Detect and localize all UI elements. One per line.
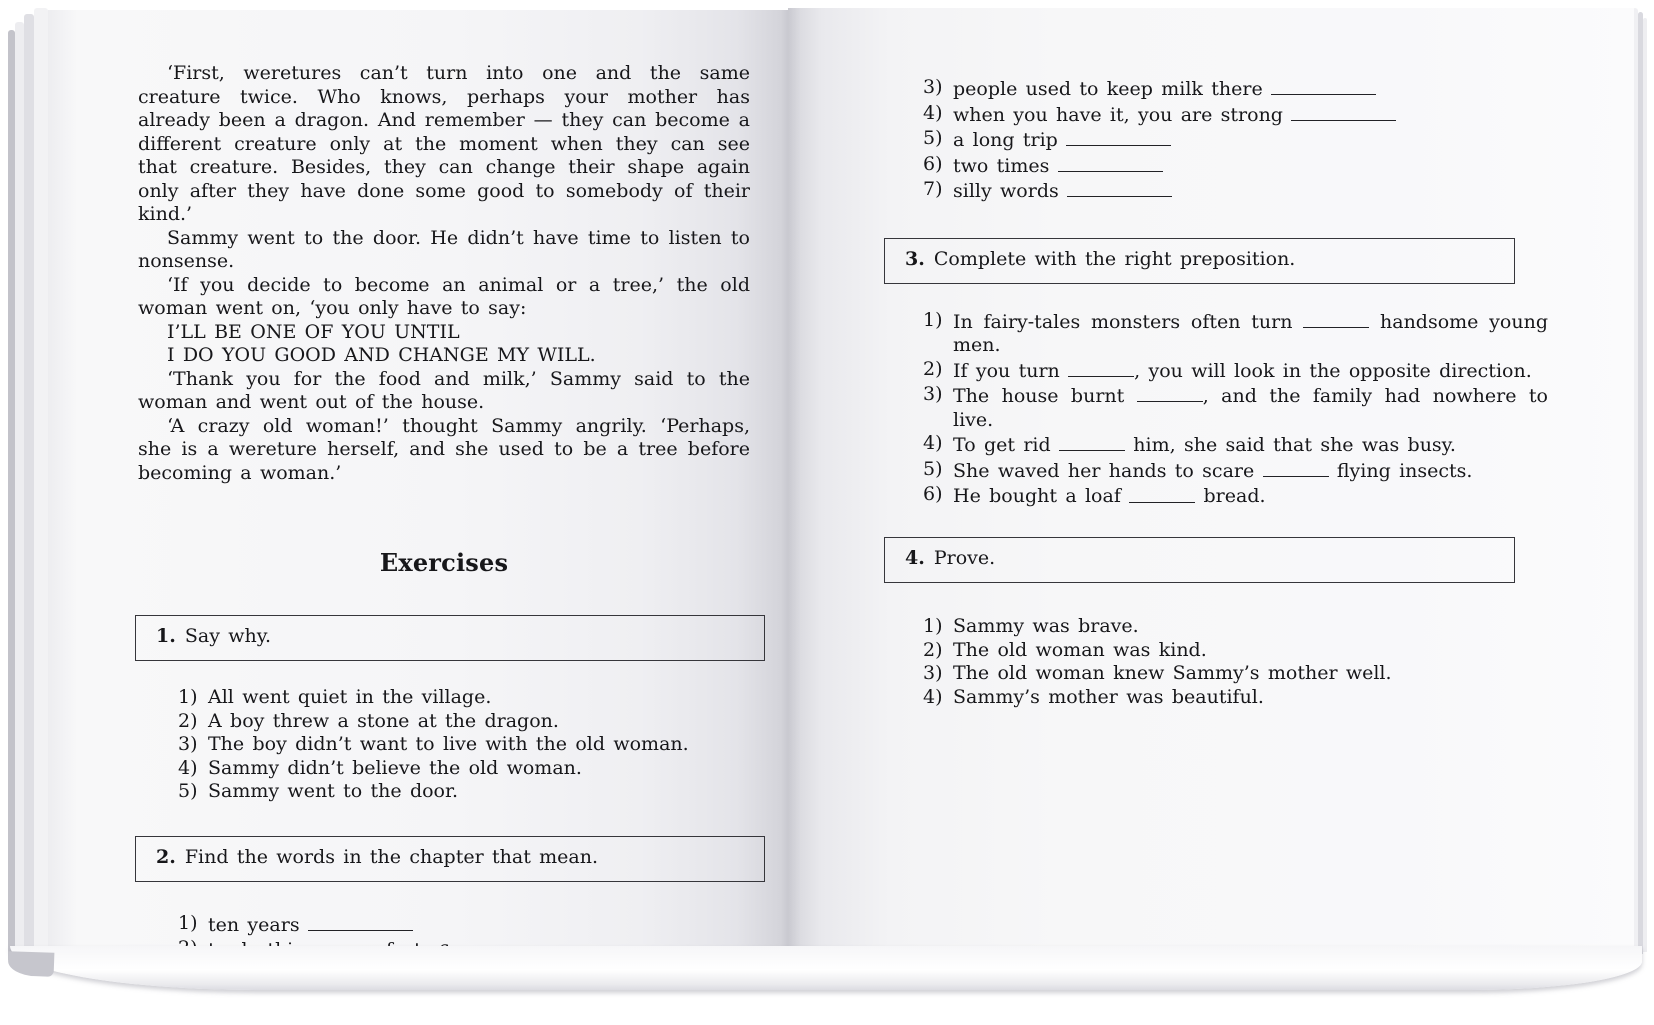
item-number: 3)	[923, 383, 943, 406]
answer-blank	[1068, 358, 1134, 377]
exercise-number: 4.	[905, 547, 925, 570]
item-number: 3)	[178, 733, 198, 755]
exercise-4-box	[884, 537, 1515, 583]
item-number: 1)	[178, 686, 198, 708]
item-number: 3)	[923, 76, 943, 98]
item-phrase: two times	[953, 154, 1050, 177]
list-item	[923, 127, 1548, 153]
item-phrase: To get rid	[953, 434, 1051, 457]
item-number: 4)	[178, 756, 198, 779]
page-edge	[1643, 18, 1647, 952]
item-text: Sammy didn’t believe the old woman.	[208, 756, 582, 779]
item-number: 3)	[923, 662, 943, 685]
item-phrase: people used to keep milk there	[953, 78, 1263, 101]
item-text: Sammy went to the door.	[208, 780, 459, 802]
item-text	[953, 309, 1548, 358]
item-number: 4)	[923, 685, 943, 708]
list-item	[923, 458, 1548, 484]
answer-blank	[1271, 76, 1376, 95]
item-phrase: a long trip	[953, 129, 1058, 152]
book-bottom-corner-shadow	[8, 951, 55, 977]
item-text	[953, 127, 1548, 153]
answer-blank	[1066, 127, 1171, 146]
item-number: 4)	[923, 432, 943, 455]
answer-blank	[1137, 383, 1203, 402]
exercise-1-list	[138, 686, 750, 804]
exercise-title: Complete with the right preposition.	[933, 247, 1296, 270]
story-paragraph: ‘Thank you for the food and milk,’ Sammy said to the woman and went out of the house.	[138, 367, 750, 413]
item-phrase: He bought a loaf	[953, 485, 1121, 508]
list-item	[178, 733, 750, 757]
answer-blank	[1058, 153, 1163, 172]
story-paragraph: ‘First, weretures can’t turn into one and the same creature twice. Who knows, perhaps your mother has already been a dragon. And remember — they can become a different creature only at the moment when they can see that creature. Besides, they can change their shape again only after they have done some good to somebody of their kind.’	[138, 62, 750, 225]
item-text	[953, 102, 1548, 128]
exercise-title: Say why.	[184, 625, 271, 647]
page-edge	[15, 22, 24, 960]
exercise-2-box	[135, 836, 765, 882]
item-text	[953, 432, 1548, 458]
exercise-title: Prove.	[933, 547, 996, 570]
item-text: The old woman knew Sammy’s mother well.	[953, 662, 1392, 685]
left-page	[48, 10, 788, 952]
exercise-3-list	[885, 309, 1548, 509]
page-edge	[8, 30, 15, 960]
page-edge	[34, 8, 48, 958]
right-page	[788, 8, 1634, 954]
item-number: 5)	[923, 457, 943, 480]
item-text: Sammy’s mother was beautiful.	[953, 685, 1264, 708]
item-phrase: , you will look in the opposite direction.	[1134, 359, 1532, 382]
item-text: The old woman was kind.	[953, 638, 1207, 661]
answer-blank	[308, 912, 413, 931]
item-phrase: him, she said that she was busy.	[1124, 434, 1456, 457]
item-number: 2)	[923, 638, 943, 661]
answer-blank	[1067, 178, 1172, 197]
exercise-title: Find the words in the chapter that mean.	[184, 845, 599, 868]
list-item	[178, 780, 750, 804]
item-text	[208, 912, 750, 938]
list-item	[923, 153, 1548, 179]
list-item	[923, 102, 1548, 128]
page-edge	[24, 14, 34, 960]
item-text	[953, 458, 1548, 484]
item-number: 6)	[923, 483, 943, 506]
answer-blank	[1291, 102, 1396, 121]
list-item	[923, 358, 1548, 384]
list-item	[178, 686, 750, 710]
verse-line: I’LL BE ONE OF YOU UNTIL	[167, 320, 460, 343]
item-number: 1)	[178, 911, 198, 934]
item-number: 4)	[923, 101, 943, 124]
list-item	[923, 483, 1548, 509]
item-number: 2)	[923, 357, 943, 380]
verse-line: I DO YOU GOOD AND CHANGE MY WILL.	[167, 344, 596, 366]
answer-blank	[1129, 483, 1195, 502]
item-text	[953, 383, 1548, 432]
list-item	[923, 639, 1548, 663]
item-phrase: ten years	[208, 913, 300, 936]
item-number: 5)	[923, 127, 943, 150]
answer-blank	[1059, 432, 1125, 451]
exercise-1-box	[135, 615, 765, 661]
item-text	[953, 483, 1548, 509]
item-number: 1)	[923, 615, 943, 638]
list-item	[923, 76, 1548, 102]
list-item	[178, 710, 750, 734]
list-item	[923, 178, 1548, 204]
item-number: 2)	[178, 709, 198, 732]
list-item	[178, 912, 750, 938]
story-paragraph: ‘A crazy old woman!’ thought Sammy angrily. ‘Perhaps, she is a wereture herself, and she used to be a tree before becoming a woman.’	[138, 414, 750, 484]
book-bottom-edge	[10, 946, 1642, 990]
item-text	[953, 76, 1548, 102]
item-number: 5)	[178, 780, 198, 802]
item-number: 7)	[923, 178, 943, 201]
item-text	[953, 153, 1548, 179]
list-item	[923, 686, 1548, 710]
item-text: The boy didn’t want to live with the old woman.	[208, 733, 689, 755]
item-number: 6)	[923, 152, 943, 175]
item-text: Sammy was brave.	[953, 615, 1139, 638]
item-phrase: If you turn	[953, 359, 1060, 382]
exercise-3-box	[884, 238, 1515, 284]
item-phrase: handsome young men.	[953, 310, 1548, 357]
list-item	[178, 757, 750, 781]
item-text: All went quiet in the village.	[208, 686, 492, 708]
item-phrase: when you have it, you are strong	[953, 103, 1283, 126]
item-phrase: silly words	[953, 180, 1059, 203]
list-item	[923, 432, 1548, 458]
item-phrase: In fairy-tales monsters often turn	[953, 310, 1293, 333]
list-item	[923, 383, 1548, 432]
list-item	[923, 662, 1548, 686]
item-number: 1)	[923, 308, 943, 331]
item-phrase: bread.	[1195, 485, 1266, 508]
item-text	[953, 178, 1548, 204]
exercise-2-continued-list	[885, 76, 1548, 204]
answer-blank	[1263, 458, 1329, 477]
exercise-4-list	[885, 615, 1548, 709]
right-page-text-column	[885, 76, 1548, 709]
list-item	[923, 309, 1548, 358]
list-item	[923, 615, 1548, 639]
answer-blank	[1303, 309, 1369, 328]
exercise-number: 1.	[156, 625, 176, 647]
item-phrase: She waved her hands to scare	[953, 459, 1255, 482]
item-phrase: , and the family had nowhere to live.	[953, 385, 1548, 431]
left-page-text-column	[138, 62, 750, 963]
item-phrase: The house burnt	[953, 385, 1125, 408]
item-phrase: flying insects.	[1328, 459, 1473, 482]
exercises-heading: Exercises	[379, 548, 509, 577]
exercise-number: 2.	[156, 845, 176, 868]
story-paragraph: Sammy went to the door. He didn’t have time to listen to nonsense.	[138, 226, 750, 272]
exercise-number: 3.	[905, 247, 925, 270]
item-text	[953, 358, 1548, 384]
item-text: A boy threw a stone at the dragon.	[208, 709, 559, 732]
story-paragraph: ‘If you decide to become an animal or a tree,’ the old woman went on, ‘you only have to say:	[138, 273, 750, 319]
